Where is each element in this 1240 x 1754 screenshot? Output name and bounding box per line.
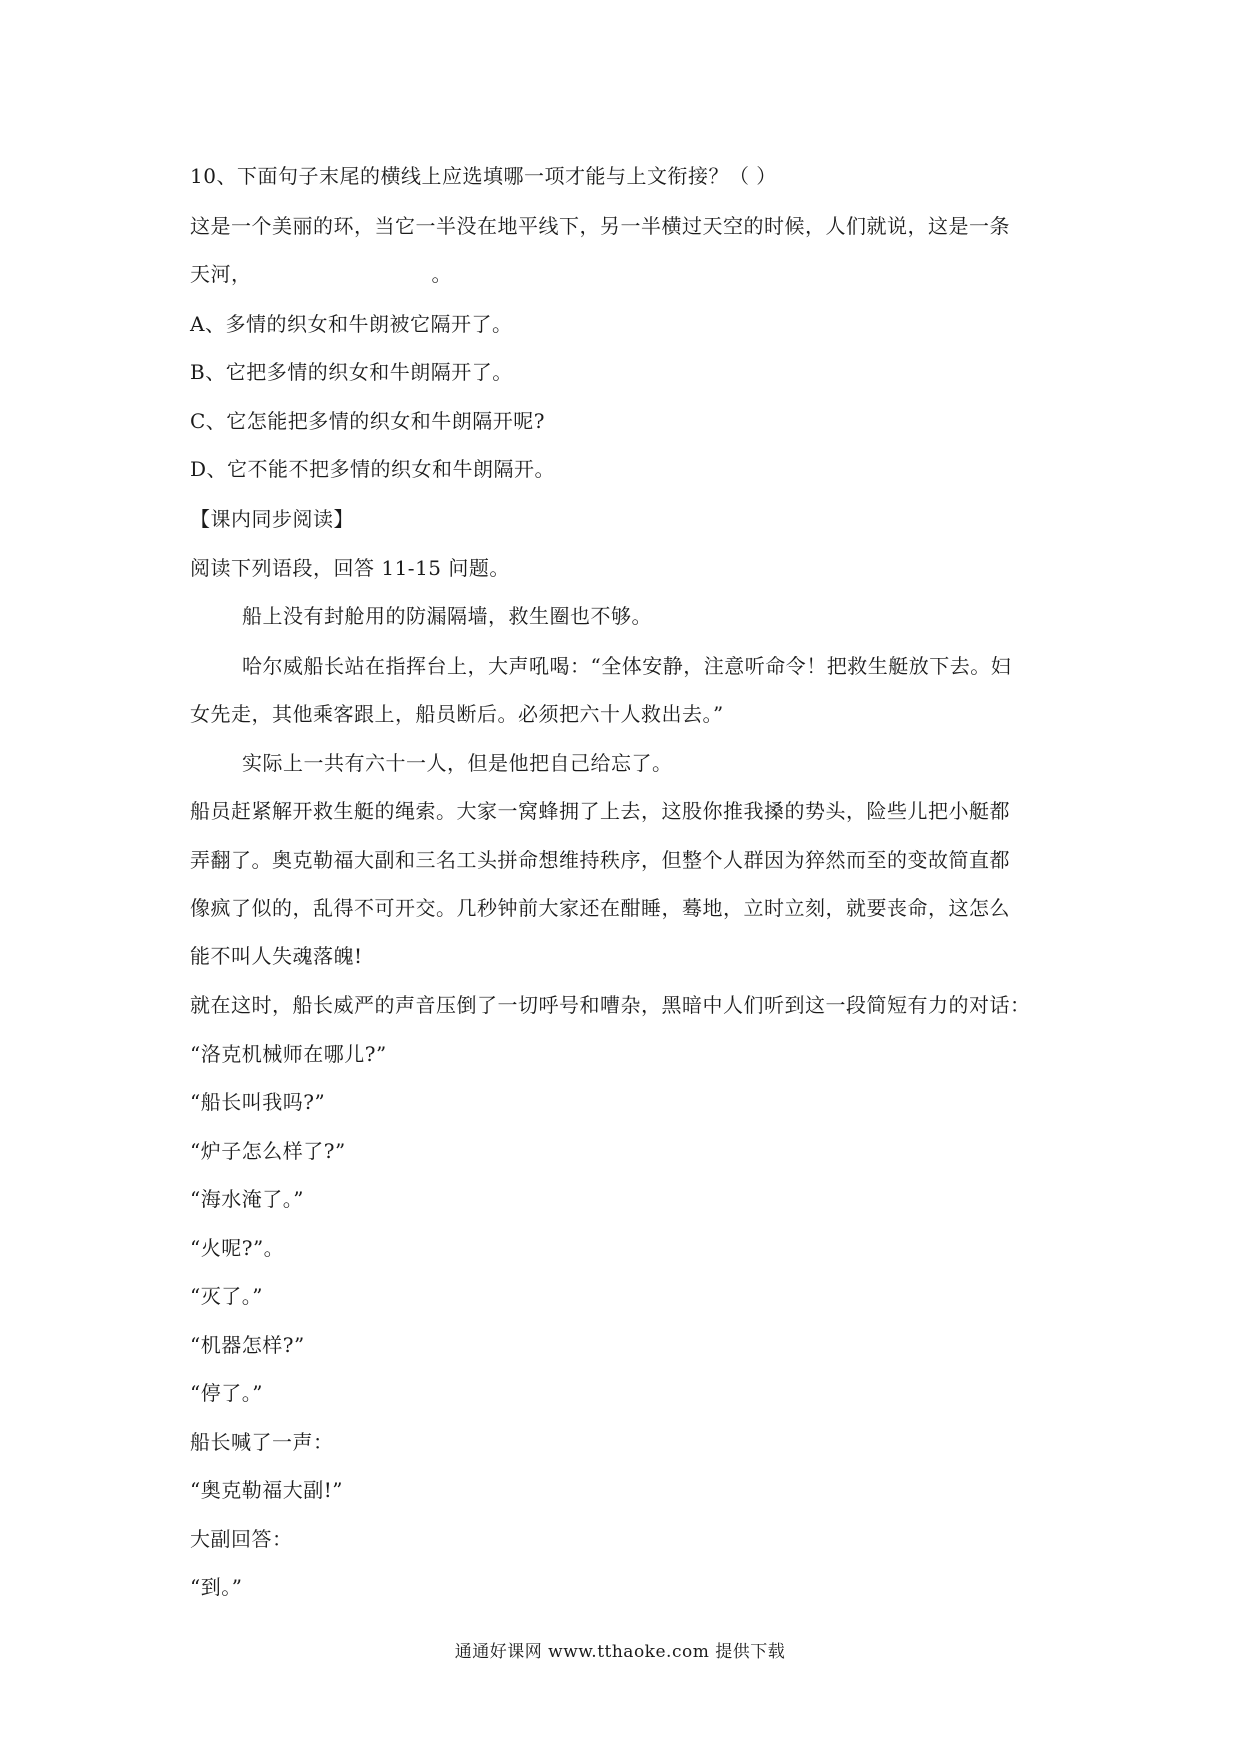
reading-paragraph-6: 船长喊了一声： xyxy=(190,1430,334,1454)
reading-paragraph-4-line-1: 船员赶紧解开救生艇的绳索。大家一窝蜂拥了上去，这股你推我搡的势头，险些儿把小艇都 xyxy=(190,799,1010,823)
reading-paragraph-4-line-4: 能不叫人失魂落魄! xyxy=(190,944,363,968)
reading-paragraph-1: 船上没有封舱用的防漏隔墙，救生圈也不够。 xyxy=(242,604,652,628)
reading-paragraph-2-line-1: 哈尔威船长站在指挥台上，大声吼喝：“全体安静，注意听命令！把救生艇放下去。妇 xyxy=(242,654,1012,678)
dialogue-line: “到。” xyxy=(190,1575,243,1599)
dialogue-line: “炉子怎么样了?” xyxy=(190,1139,346,1163)
section-instruction: 阅读下列语段，回答 11-15 问题。 xyxy=(190,556,510,580)
reading-paragraph-3: 实际上一共有六十一人，但是他把自己给忘了。 xyxy=(242,751,673,775)
option-c: C、它怎能把多情的织女和牛朗隔开呢? xyxy=(190,409,546,433)
reading-paragraph-4-line-3: 像疯了似的，乱得不可开交。几秒钟前大家还在酣睡，蓦地，立时立刻，就要丧命，这怎么 xyxy=(190,896,1010,920)
reading-paragraph-5: 就在这时，船长威严的声音压倒了一切呼号和嘈杂，黑暗中人们听到这一段简短有力的对话： xyxy=(190,993,1031,1017)
dialogue-line: “机器怎样?” xyxy=(190,1333,305,1357)
option-d: D、它不能不把多情的织女和牛朗隔开。 xyxy=(190,457,556,481)
dialogue-line: “船长叫我吗?” xyxy=(190,1090,326,1114)
dialogue-line: “火呢?”。 xyxy=(190,1236,285,1260)
option-a: A、多情的织女和牛朗被它隔开了。 xyxy=(190,312,513,336)
dialogue-line: “奥克勒福大副!” xyxy=(190,1478,343,1502)
reading-paragraph-4-line-2: 弄翻了。奥克勒福大副和三名工头拼命想维持秩序，但整个人群因为猝然而至的变故简直都 xyxy=(190,848,1010,872)
question-10-stem: 10、下面句子末尾的横线上应选填哪一项才能与上文衔接？（ ） xyxy=(190,164,777,188)
dialogue-line: “海水淹了。” xyxy=(190,1187,304,1211)
question-10-passage-line-2 xyxy=(190,260,1070,288)
passage-line-2-end: 。 xyxy=(431,262,452,286)
passage-line-2-start: 天河， xyxy=(190,262,252,286)
question-10-passage-line-1: 这是一个美丽的环，当它一半没在地平线下，另一半横过天空的时候，人们就说，这是一条 xyxy=(190,214,1010,238)
reading-paragraph-7: 大副回答： xyxy=(190,1527,293,1551)
section-heading: 【课内同步阅读】 xyxy=(190,507,354,531)
dialogue-line: “停了。” xyxy=(190,1381,263,1405)
option-b: B、它把多情的织女和牛朗隔开了。 xyxy=(190,360,513,384)
dialogue-line: “灭了。” xyxy=(190,1284,263,1308)
dialogue-line: “洛克机械师在哪儿?” xyxy=(190,1042,387,1066)
page-footer: 通通好课网 www.tthaoke.com 提供下载 xyxy=(454,1642,786,1662)
reading-paragraph-2-line-2: 女先走，其他乘客跟上，船员断后。必须把六十人救出去。” xyxy=(190,702,724,726)
